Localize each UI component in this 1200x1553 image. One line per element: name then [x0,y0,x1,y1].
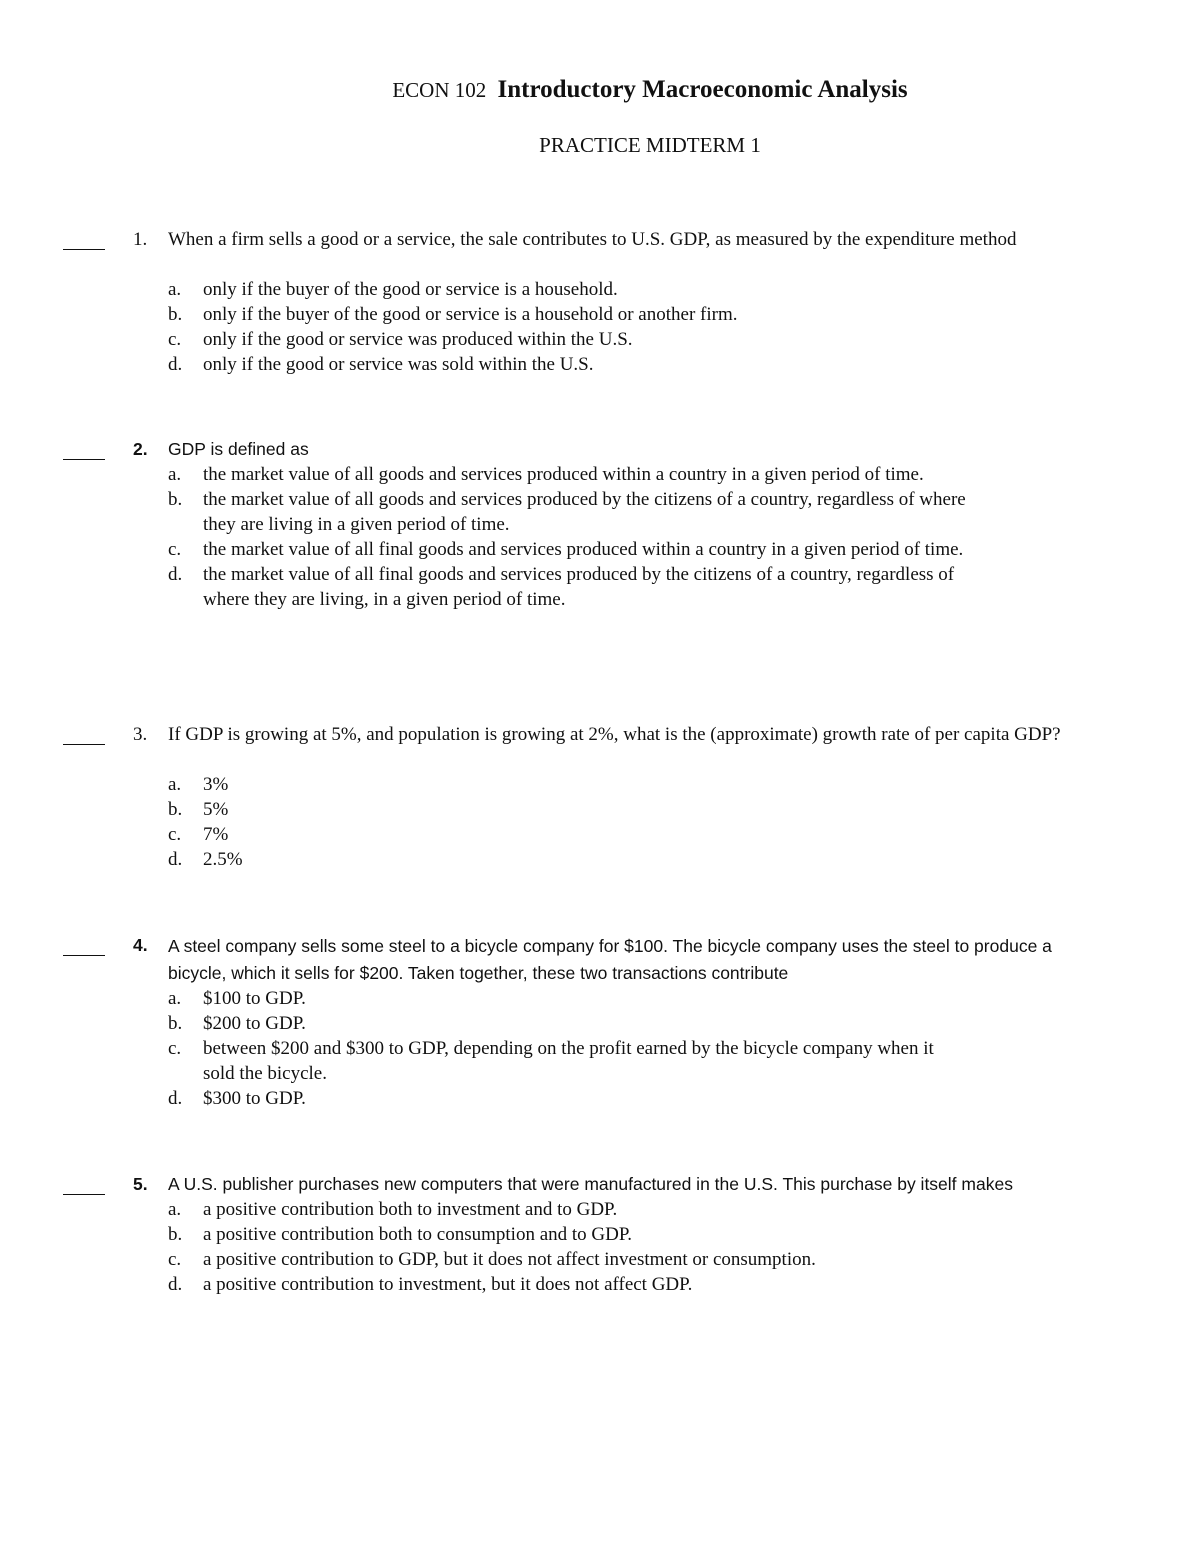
option-a [168,986,968,1011]
course-code: ECON 102 [392,78,487,102]
option-text: only if the good or service was produced within the U.S. [203,329,633,350]
answer-options [168,277,1158,377]
answer-blank-2[interactable] [63,459,105,460]
option-letter: a. [168,1199,182,1220]
option-b [168,797,1158,822]
answer-options [168,772,1158,872]
option-letter: d. [168,849,183,870]
option-letter: a. [168,464,182,485]
option-text: $100 to GDP. [203,988,306,1009]
option-letter: c. [168,824,182,845]
option-letter: c. [168,1249,182,1270]
question-number: 1. [133,229,148,250]
option-c [168,1036,968,1086]
question-text: GDP is defined as [168,439,309,459]
option-letter: c. [168,329,182,350]
option-text: a positive contribution both to consumption and to GDP. [203,1224,633,1245]
option-a [168,277,1158,302]
option-text: the market value of all final goods and services produced within a country in a given period of time. [203,539,964,560]
option-c [168,537,988,562]
option-letter: d. [168,1088,183,1109]
option-text: $200 to GDP. [203,1013,306,1034]
option-text: 3% [203,774,229,795]
exam-subtitle: PRACTICE MIDTERM 1 [539,133,761,157]
option-text: only if the good or service was sold within the U.S. [203,354,594,375]
question-text: A steel company sells some steel to a bicycle company for $100. The bicycle company uses the steel to produce a bicycle, which it sells for $200. Taken together, these two transactions contribute [168,936,1052,983]
answer-blank-4[interactable] [63,955,105,956]
option-letter: b. [168,304,183,325]
option-b [168,1011,968,1036]
option-text: only if the buyer of the good or service is a household. [203,279,618,300]
option-letter: a. [168,279,182,300]
question-number: 5. [133,1174,148,1194]
option-text: 5% [203,799,229,820]
option-a [168,1197,1158,1222]
option-text: 2.5% [203,849,243,870]
option-a [168,772,1158,797]
option-text: a positive contribution to investment, but it does not affect GDP. [203,1274,693,1295]
option-letter: b. [168,1224,183,1245]
option-letter: d. [168,1274,183,1295]
option-text: the market value of all final goods and services produced by the citizens of a country, regardless of where they are living, in a given period of time. [203,564,955,610]
option-d [168,352,1158,377]
option-b [168,302,1158,327]
answer-blank-1[interactable] [63,249,105,250]
option-letter: b. [168,1013,183,1034]
question-text: If GDP is growing at 5%, and population is growing at 2%, what is the (approximate) growth rate of per capita GDP? [168,724,1061,745]
answer-blank-3[interactable] [63,744,105,745]
option-text: between $200 and $300 to GDP, depending on the profit earned by the bicycle company when it sold the bicycle. [203,1038,934,1084]
option-text: 7% [203,824,229,845]
option-d [168,1272,1158,1297]
option-letter: d. [168,564,183,585]
course-title: Introductory Macroeconomic Analysis [497,76,908,103]
option-text: a positive contribution to GDP, but it does not affect investment or consumption. [203,1249,816,1270]
option-d [168,1086,968,1111]
question-text: A U.S. publisher purchases new computers that were manufactured in the U.S. This purchase by itself makes [168,1174,1013,1194]
option-b [168,1222,1158,1247]
question-text: When a firm sells a good or a service, the sale contributes to U.S. GDP, as measured by the expenditure method [168,229,1017,250]
answer-options [168,986,968,1111]
question-number: 3. [133,724,148,745]
option-c [168,1247,1158,1272]
option-a [168,462,988,487]
answer-options [168,1197,1158,1297]
option-d [168,847,1158,872]
option-d [168,562,988,612]
option-letter: b. [168,799,183,820]
answer-options [168,462,988,612]
option-letter: c. [168,539,182,560]
answer-blank-5[interactable] [63,1194,105,1195]
option-letter: a. [168,774,182,795]
option-text: $300 to GDP. [203,1088,306,1109]
option-letter: d. [168,354,183,375]
question-number: 4. [133,935,148,955]
option-c [168,822,1158,847]
option-letter: b. [168,489,183,510]
option-text: a positive contribution both to investment and to GDP. [203,1199,618,1220]
option-text: only if the buyer of the good or service is a household or another firm. [203,304,738,325]
option-text: the market value of all goods and services produced within a country in a given period of time. [203,464,924,485]
page-title [0,72,1200,108]
option-c [168,327,1158,352]
option-b [168,487,988,537]
option-letter: c. [168,1038,182,1059]
option-letter: a. [168,988,182,1009]
question-number: 2. [133,439,148,459]
option-text: the market value of all goods and services produced by the citizens of a country, regardless of where they are living in a given period of time. [203,489,966,535]
